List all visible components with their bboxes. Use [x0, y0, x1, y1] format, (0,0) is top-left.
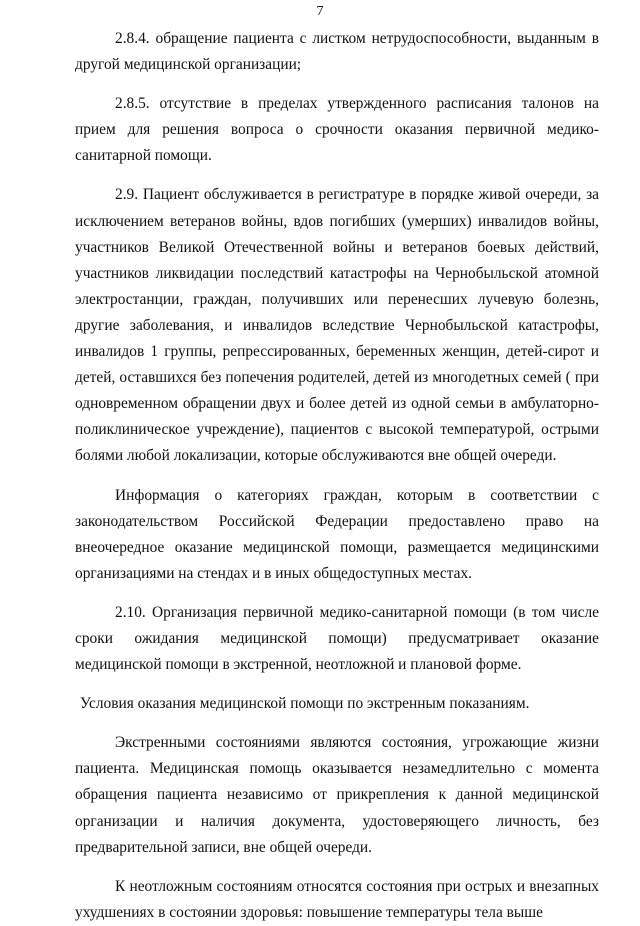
paragraph-2-8-4: 2.8.4. обращение пациента с листком нетрудоспособности, выданным в другой медицинской организации; [75, 30, 599, 74]
paragraph-2-8-5: 2.8.5. отсутствие в пределах утвержденного расписания талонов на прием для решения вопроса о срочности оказания первичной медико-санитарной помощи. [75, 95, 599, 165]
section-heading-emergency: Условия оказания медицинской помощи по экстренным показаниям. [80, 695, 530, 713]
paragraph-2-10: 2.10. Организация первичной медико-санитарной помощи (в том числе сроки ожидания медицинской помощи) предусматривает оказание медицинской помощи в экстренной, неотложной и плановой форме. [75, 603, 599, 674]
paragraph-information: Информация о категориях граждан, которым в соответствии с законодательством Российской Федерации предоставлено право на внеочередное оказание медицинской помощи, размещается медицинскими организациями на стендах и в иных общедоступных местах. [75, 486, 599, 582]
paragraph-2-9: 2.9. Пациент обслуживается в регистратуре в порядке живой очереди, за исключением ветеранов войны, вдов погибших (умерших) инвалидов войны, участников Великой Отечественной войны и ветеранов боевых действий, участников ликвидации последствий катастрофы на Чернобыльской атомной электростанции, граждан, получивших или перенесших лучевую болезнь, другие заболевания, и инвалидов вследствие Чернобыльской катастрофы, инвалидов 1 группы, репрессированных, беременных женщин, детей-сирот и детей, оставшихся без попечения родителей, детей из многодетных семей ( при одновременном обращении двух и более детей из одной семьи в амбулаторно-поликлиническое учреждение), пациентов с высокой температурой, острыми болями любой локализации, которые обслуживаются вне общей очереди. [75, 186, 599, 465]
paragraph-urgent-states: К неотложным состояниям относятся состояния при острых и внезапных ухудшениях в состоянии здоровья: повышение температуры тела выше [75, 877, 599, 921]
paragraph-emergency-states: Экстренными состояниями являются состояния, угрожающие жизни пациента. Медицинская помощь оказывается незамедлительно с момента обращения пациента независимо от прикрепления к данной медицинской организации и наличия документа, удостоверяющего личность, без предварительной записи, вне общей очереди. [75, 734, 599, 856]
page-number: 7 [316, 4, 324, 19]
document-body [75, 26, 599, 926]
